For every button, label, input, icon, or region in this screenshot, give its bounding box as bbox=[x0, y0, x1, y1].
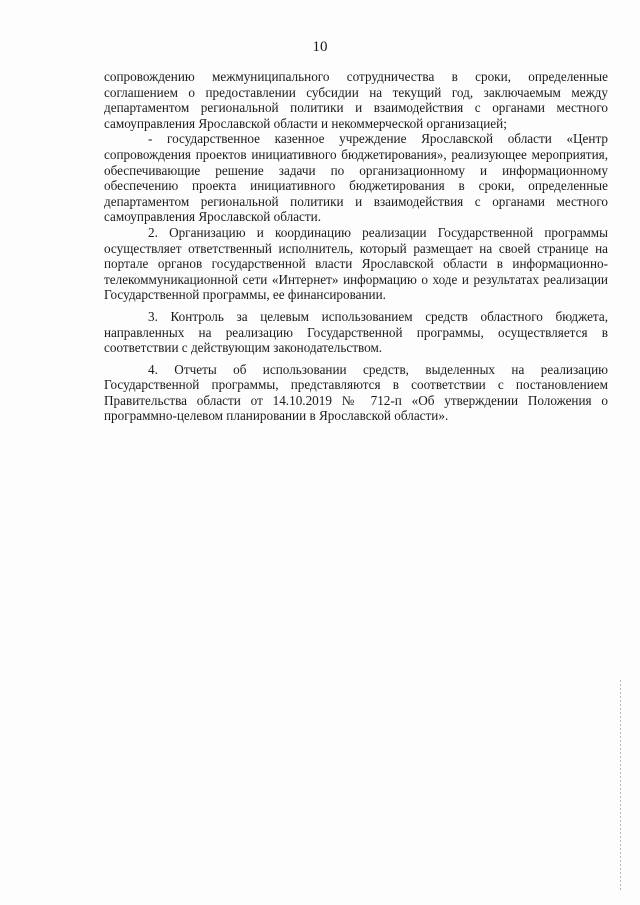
scan-edge-mark bbox=[620, 680, 621, 890]
paragraph-item-2: 2. Организацию и координацию реализации Государственной программы осуществляет ответственный исполнитель, который размещает на своей странице на портале органов государственной власти Ярославской области в информационно-телекоммуникационной сети «Интернет» информацию о ходе и результатах реализации Государственной программы, ее финансировании. bbox=[104, 224, 608, 303]
paragraph-item-3: 3. Контроль за целевым использованием средств областного бюджета, направленных на реализацию Государственной программы, осуществляется в соответствии с действующим законодательством. bbox=[104, 308, 608, 356]
paragraph-continuation: сопровождению межмуниципального сотрудничества в сроки, определенные соглашением о предоставлении субсидии на текущий год, заключаемым между департаментом региональной политики и взаимодействия с органами местного самоуправления Ярославской области и некоммерческой организацией; bbox=[104, 69, 608, 131]
document-body bbox=[104, 69, 608, 424]
paragraph-item-4: 4. Отчеты об использовании средств, выделенных на реализацию Государственной программы, представляются в соответствии с постановлением Правительства области от 14.10.2019 № 712-п «Об утверждении Положения о программно-целевом планировании в Ярославской области». bbox=[104, 361, 608, 424]
paragraph-list-item-center: - государственное казенное учреждение Ярославской области «Центр сопровождения проектов инициативного бюджетирования», реализующее мероприятия, обеспечивающие решение задачи по организационному и информационному обеспечению проекта инициативного бюджетирования в сроки, определенные департаментом региональной политики и взаимодействия с органами местного самоуправления Ярославской области. bbox=[104, 131, 608, 225]
page-number: 10 bbox=[312, 39, 328, 55]
